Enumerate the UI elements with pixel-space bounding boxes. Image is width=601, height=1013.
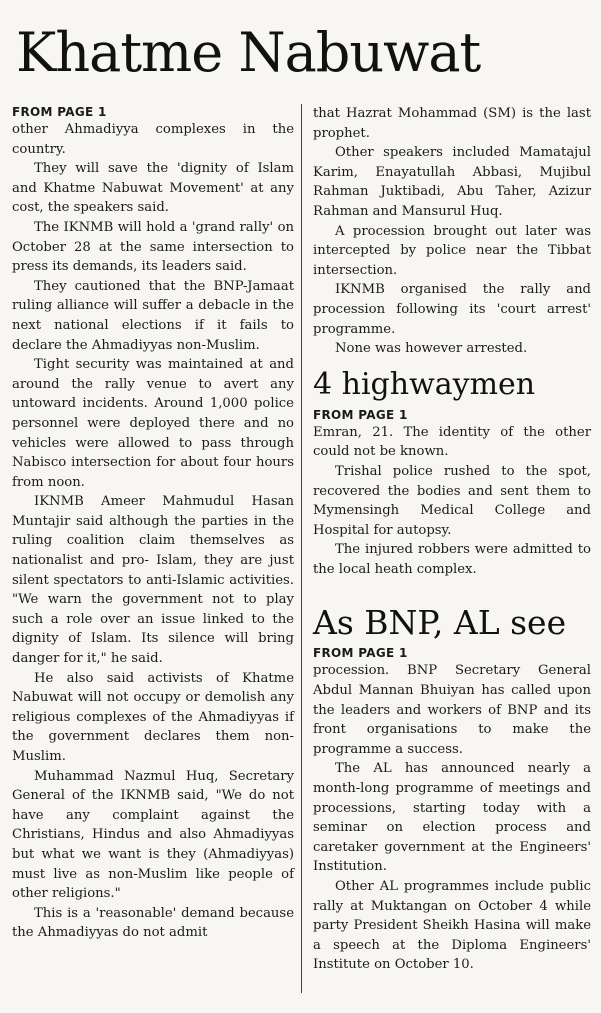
story-headline-highwaymen: 4 highwaymen bbox=[313, 366, 536, 402]
paragraph: The injured robbers were admitted to the local heath complex. bbox=[313, 542, 591, 577]
paragraph: Trishal police rushed to the spot, recovered the bodies and sent them to Mymensingh Medical College and Hospital for autopsy. bbox=[313, 463, 591, 538]
story-body-bnp-al bbox=[313, 661, 591, 975]
paragraph: other Ahmadiyya complexes in the country. bbox=[12, 122, 294, 157]
paragraph: A procession brought out later was intercepted by police near the Tibbat intersection. bbox=[313, 223, 591, 278]
paragraph: Tight security was maintained at and around the rally venue to avert any untoward incidents. Around 1,000 police personnel were deployed there and no vehicles were allowed to pass through Nabisco intersection for about four hours from noon. bbox=[12, 357, 294, 490]
paragraph: None was however arrested. bbox=[335, 341, 528, 357]
main-headline: Khatme Nabuwat bbox=[16, 21, 481, 84]
paragraph: They cautioned that the BNP-Jamaat ruling alliance will suffer a debacle in the next national elections if it fails to declare the Ahmadiyyas non-Muslim. bbox=[12, 278, 294, 353]
paragraph: IKNMB Ameer Mahmudul Hasan Muntajir said although the parties in the ruling coalition claim themselves as nationalist and pro- Islam, they are just silent spectators to anti-Islamic activities. "We warn the government not to play such a role over an issue linked to the dignity of Islam. Its silence will bring danger for it," he said. bbox=[12, 494, 294, 667]
paragraph: procession. BNP Secretary General Abdul Mannan Bhuiyan has called upon the leaders and workers of BNP and its front organisations to make the programme a success. bbox=[313, 663, 591, 757]
from-page-label: FROM PAGE 1 bbox=[12, 105, 107, 119]
article-continuation bbox=[313, 104, 591, 359]
story-body-highwaymen bbox=[313, 423, 591, 580]
left-column bbox=[12, 104, 294, 1003]
paragraph: Muhammad Nazmul Huq, Secretary General of the IKNMB said, "We do not have any complaint against the Christians, Hindus and also Ahmadiyyas but what we want is they (Ahmadiyyas) must live as non-Muslim like people of other religions." bbox=[12, 768, 294, 902]
paragraph: They will save the 'dignity of Islam and Khatme Nabuwat Movement' at any cost, the speakers said. bbox=[12, 161, 294, 216]
paragraph: Emran, 21. The identity of the other could not be known. bbox=[313, 424, 591, 460]
article-body bbox=[12, 120, 294, 943]
from-page-label: FROM PAGE 1 bbox=[313, 407, 408, 422]
paragraph: He also said activists of Khatme Nabuwat will not occupy or demolish any religious complexes of the Ahmadiyyas if the government declares them non-Muslim. bbox=[12, 670, 294, 764]
paragraph: IKNMB organised the rally and procession following its 'court arrest' programme. bbox=[313, 282, 591, 337]
paragraph: Other AL programmes include public rally at Muktangan on October 4 while party President Sheikh Hasina will make a speech at the Diploma Engineers' Institute on October 10. bbox=[313, 879, 591, 973]
right-column bbox=[313, 104, 591, 1003]
column-divider bbox=[301, 104, 302, 993]
paragraph: that Hazrat Mohammad (SM) is the last prophet. bbox=[313, 106, 591, 141]
story-headline-bnp-al: As BNP, AL see bbox=[313, 603, 567, 643]
paragraph: Other speakers included Mamatajul Karim, Enayatullah Abbasi, Mujibul Rahman Juktibadi, Abu Taher, Azizur Rahman and Mansurul Huq. bbox=[313, 145, 591, 219]
paragraph: This is a 'reasonable' demand because the Ahmadiyyas do not admit bbox=[12, 905, 294, 941]
paragraph: The IKNMB will hold a 'grand rally' on October 28 at the same intersection to press its demands, its leaders said. bbox=[12, 219, 294, 275]
from-page-label: FROM PAGE 1 bbox=[313, 646, 408, 661]
paragraph: The AL has announced nearly a month-long programme of meetings and processions, starting today with a seminar on election process and caretaker government at the Engineers' Institution. bbox=[313, 761, 591, 875]
